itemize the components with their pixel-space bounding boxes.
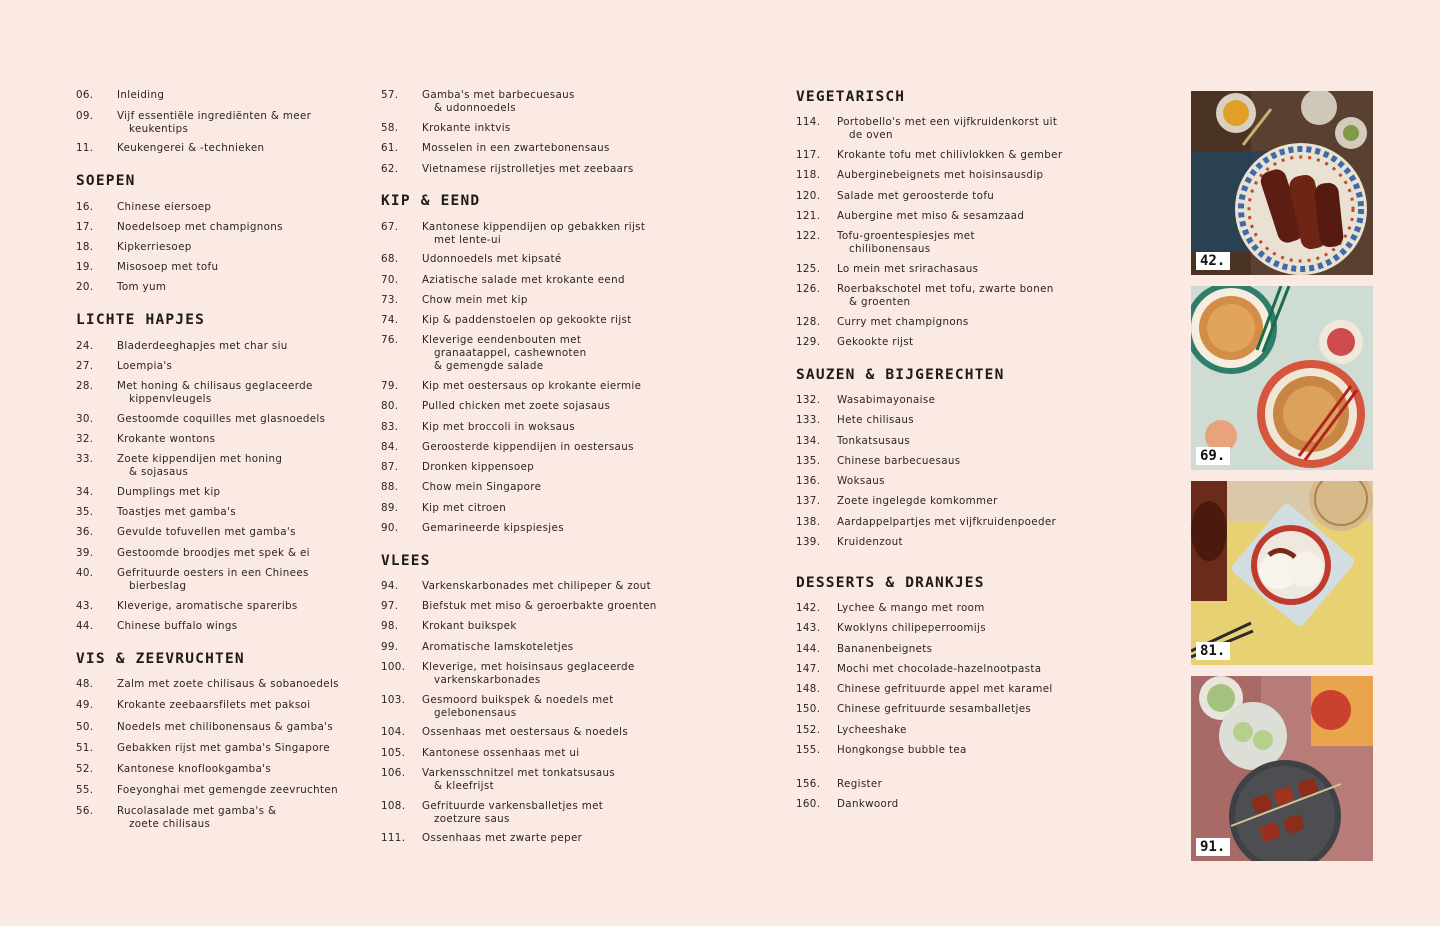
section-title-vegetarisch: VEGETARISCH: [796, 89, 906, 105]
page-number-label: 69.: [1196, 447, 1230, 465]
page-number-label: 42.: [1196, 252, 1230, 270]
section-title-lichte-hapjes: LICHTE HAPJES: [76, 312, 206, 328]
skewers-photo: [1191, 676, 1373, 861]
page-number-label: 91.: [1196, 838, 1230, 856]
section-title-vis-zeevruchten: VIS & ZEEVRUCHTEN: [76, 651, 245, 667]
noodles-photo: [1191, 286, 1373, 470]
section-title-kip-eend: KIP & EEND: [381, 193, 481, 209]
section-title-desserts-drankjes: DESSERTS & DRANKJES: [796, 575, 985, 591]
bao-buns-photo: [1191, 481, 1373, 665]
section-title-vlees: VLEES: [381, 553, 431, 569]
section-title-soepen: SOEPEN: [76, 173, 136, 189]
page-number-label: 81.: [1196, 642, 1230, 660]
spareribs-photo: [1191, 91, 1373, 275]
section-title-sauzen-bijgerechten: SAUZEN & BIJGERECHTEN: [796, 367, 1005, 383]
